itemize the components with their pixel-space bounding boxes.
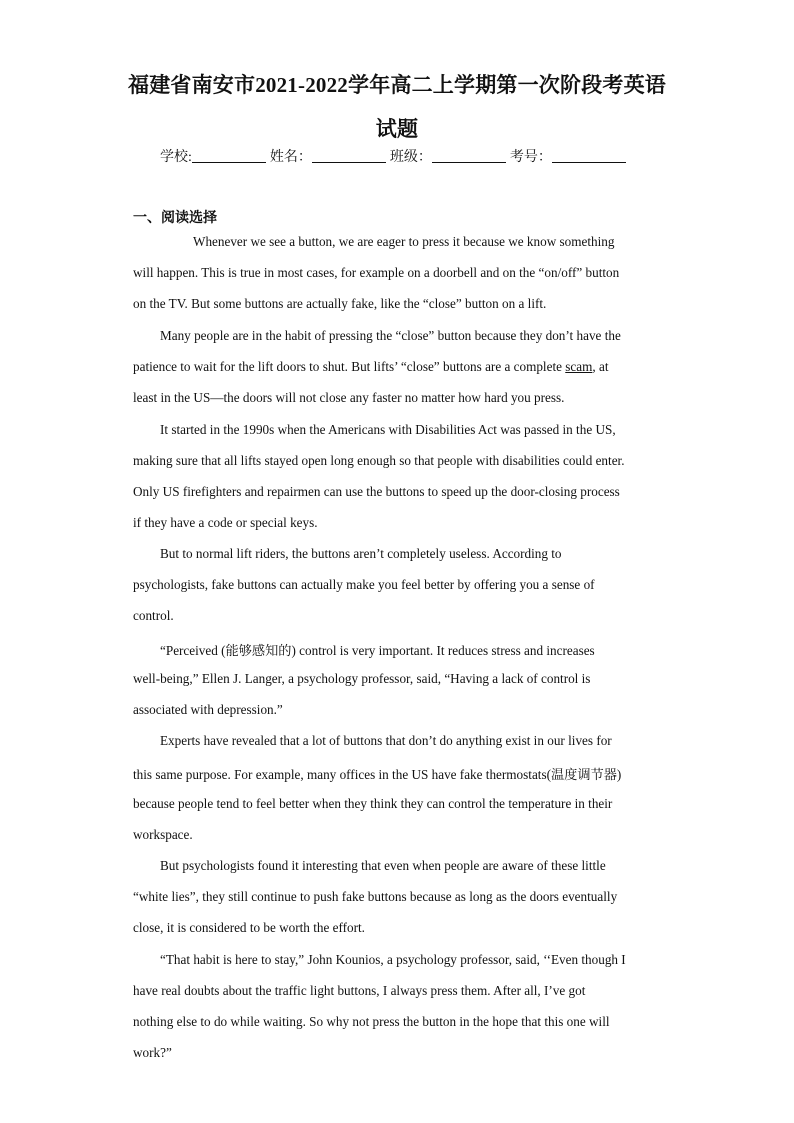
passage-line: associated with depression.”	[133, 702, 283, 717]
school-blank	[192, 148, 266, 163]
passage-line: because people tend to feel better when they think they can control the temperature in their	[133, 796, 613, 811]
passage-line: “That habit is here to stay,” John Kounios, a psychology professor, said, ‘‘Even though I	[160, 952, 626, 967]
underlined-word: scam	[565, 359, 593, 374]
name-blank	[312, 148, 386, 163]
passage-line: But psychologists found it interesting that even when people are aware of these little	[160, 858, 606, 873]
name-label: 姓名：	[269, 150, 312, 165]
passage-line: this same purpose. For example, many offices in the US have fake thermostats(温度调节器)	[133, 767, 622, 782]
passage-line: “white lies”, they still continue to push fake buttons because as long as the doors eventually	[133, 889, 618, 904]
passage-line: on the TV. But some buttons are actually fake, like the “close” button on a lift.	[133, 296, 547, 311]
passage-line: if they have a code or special keys.	[133, 515, 318, 530]
class-label: 班级：	[389, 150, 432, 165]
passage-line: well-being,” Ellen J. Langer, a psychology professor, said, “Having a lack of control is	[133, 671, 591, 686]
passage-line: close, it is considered to be worth the effort.	[133, 920, 365, 935]
title-line-2: 试题	[375, 117, 419, 141]
passage-text: , at	[592, 359, 609, 374]
exam-number-label: 考号：	[509, 150, 552, 165]
passage-line: least in the US—the doors will not close any faster no matter how hard you press.	[133, 390, 565, 405]
passage-line: work?”	[133, 1045, 172, 1060]
passage-line: But to normal lift riders, the buttons aren’t completely useless. According to	[160, 546, 562, 561]
passage-text: patience to wait for the lift doors to shut. But lifts’ “close” buttons are a complete	[133, 359, 566, 374]
exam-number-blank	[552, 148, 626, 163]
school-label: 学校:	[160, 150, 192, 165]
title-line-1: 福建省南安市2021-2022学年高二上学期第一次阶段考英语	[128, 73, 666, 97]
passage-line: have real doubts about the traffic light buttons, I always press them. After all, I’ve got	[133, 983, 586, 998]
passage-line: Many people are in the habit of pressing the “close” button because they don’t have the	[160, 328, 621, 343]
passage-line: psychologists, fake buttons can actually make you feel better by offering you a sense of	[133, 577, 595, 592]
passage-line: It started in the 1990s when the Americans with Disabilities Act was passed in the US,	[160, 422, 616, 437]
passage-line: “Perceived (能够感知的) control is very important. It reduces stress and increases	[160, 643, 595, 658]
passage-line: making sure that all lifts stayed open long enough so that people with disabilities could enter.	[133, 453, 625, 468]
passage-line: workspace.	[133, 827, 193, 842]
section-title: 一、阅读选择	[133, 211, 217, 226]
student-info-line	[160, 146, 630, 166]
passage-line: control.	[133, 608, 174, 623]
passage-line	[133, 359, 609, 375]
passage-line: nothing else to do while waiting. So why not press the button in the hope that this one will	[133, 1014, 610, 1029]
passage-line: will happen. This is true in most cases, for example on a doorbell and on the “on/off” button	[133, 265, 620, 280]
passage-line: Experts have revealed that a lot of buttons that don’t do anything exist in our lives for	[160, 733, 612, 748]
passage-line: Whenever we see a button, we are eager to press it because we know something	[193, 234, 615, 249]
passage-line: Only US firefighters and repairmen can use the buttons to speed up the door-closing process	[133, 484, 620, 499]
class-blank	[432, 148, 506, 163]
